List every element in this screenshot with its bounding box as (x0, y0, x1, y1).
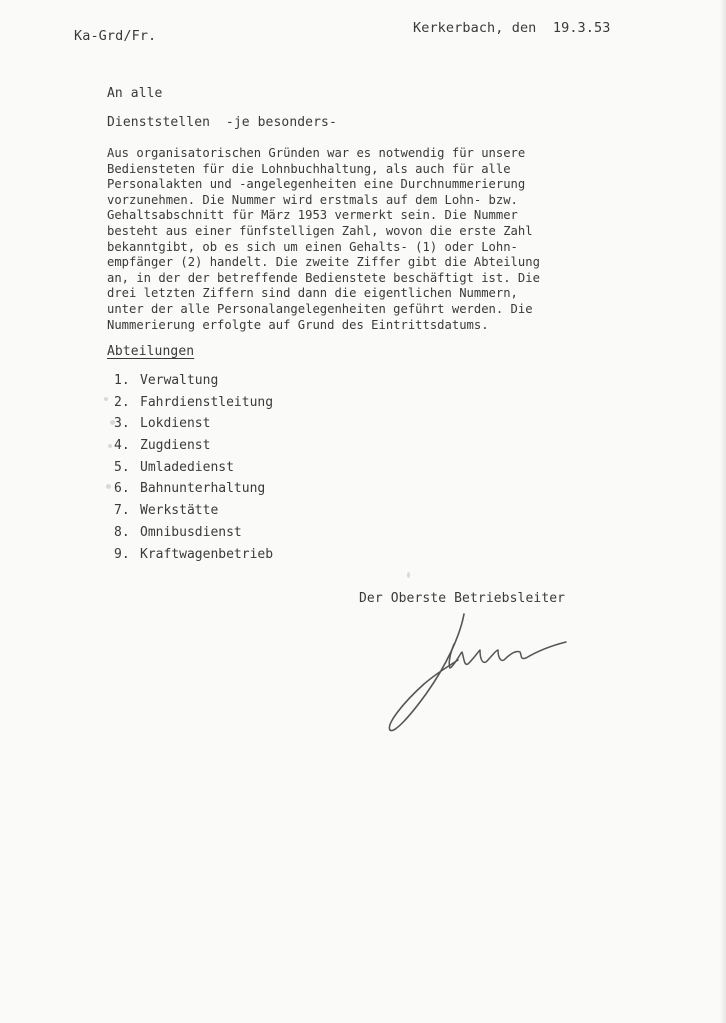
list-item (114, 457, 273, 479)
list-item-label: Zugdienst (140, 438, 211, 454)
page-edge-shadow (720, 0, 726, 1023)
list-item (114, 370, 273, 392)
list-item-label: Omnibusdienst (140, 524, 242, 540)
body-line: empfänger (2) handelt. Die zweite Ziffer gibt die Abteilung (107, 255, 540, 270)
body-line: Aus organisatorischen Gründen war es notwendig für unsere (107, 146, 526, 160)
list-item-label: Lokdienst (140, 416, 211, 432)
body-line: Personalakten und -angelegenheiten eine Durchnummerierung (107, 177, 526, 192)
list-item (114, 522, 273, 544)
ink-smudge (104, 397, 108, 401)
list-item-number: 1. (114, 373, 130, 388)
list-item-label: Fahrdienstleitung (140, 394, 274, 410)
body-line: vorzunehmen. Die Nummer wird erstmals auf dem Lohn- bzw. (107, 192, 518, 207)
body-line: bekanntgibt, ob es sich um einen Gehalts- (1) oder Lohn- (107, 239, 518, 254)
ink-smudge (110, 420, 115, 425)
list-item-label: Kraftwagenbetrieb (140, 546, 274, 562)
list-item (114, 544, 273, 566)
list-item-label: Verwaltung (140, 373, 219, 388)
ink-smudge (407, 572, 410, 578)
departments-list (114, 370, 273, 565)
list-item (114, 413, 273, 435)
body-line: besteht aus einer fünfstelligen Zahl, wovon die erste Zahl (107, 223, 533, 238)
body-line: unter der alle Personalangelegenheiten geführt werden. Die (107, 301, 533, 316)
addressee-line-2: Dienststellen -je besonders- (107, 115, 337, 130)
departments-heading: Abteilungen (107, 344, 195, 359)
ink-smudge (108, 444, 112, 448)
ink-smudge (106, 484, 111, 489)
list-item (114, 500, 273, 522)
list-item-label: Bahnunterhaltung (140, 481, 266, 497)
list-item (114, 478, 273, 500)
body-line: Gehaltsabschnitt für März 1953 vermerkt sein. Die Nummer (107, 208, 518, 223)
body-line: Nummerierung erfolgte auf Grund des Eintrittsdatums. (107, 317, 489, 332)
list-item (114, 392, 273, 414)
list-item-number: 4. (114, 438, 130, 454)
addressee-line-1: An alle (107, 86, 163, 101)
list-item (114, 435, 273, 457)
body-line: drei letzten Ziffern sind dann die eigentlichen Nummern, (107, 286, 518, 301)
list-item-number: 5. (114, 459, 130, 475)
handwritten-signature (380, 606, 580, 741)
list-item-label: Werkstätte (140, 503, 219, 519)
body-paragraph (107, 146, 647, 333)
list-item-number: 3. (114, 416, 130, 432)
list-item-number: 2. (114, 394, 130, 410)
list-item-number: 8. (114, 524, 130, 540)
list-item-number: 6. (114, 481, 130, 497)
place-and-date: Kerkerbach, den 19.3.53 (413, 20, 611, 36)
body-line: Bediensteten für die Lohnbuchhaltung, als auch für alle (107, 161, 511, 176)
signer-title: Der Oberste Betriebsleiter (359, 591, 566, 606)
reference-code: Ka-Grd/Fr. (74, 28, 157, 44)
list-item-number: 7. (114, 503, 130, 519)
list-item-number: 9. (114, 546, 130, 562)
body-line: an, in der der betreffende Bedienstete beschäftigt ist. Die (107, 270, 540, 285)
list-item-label: Umladedienst (140, 459, 234, 475)
